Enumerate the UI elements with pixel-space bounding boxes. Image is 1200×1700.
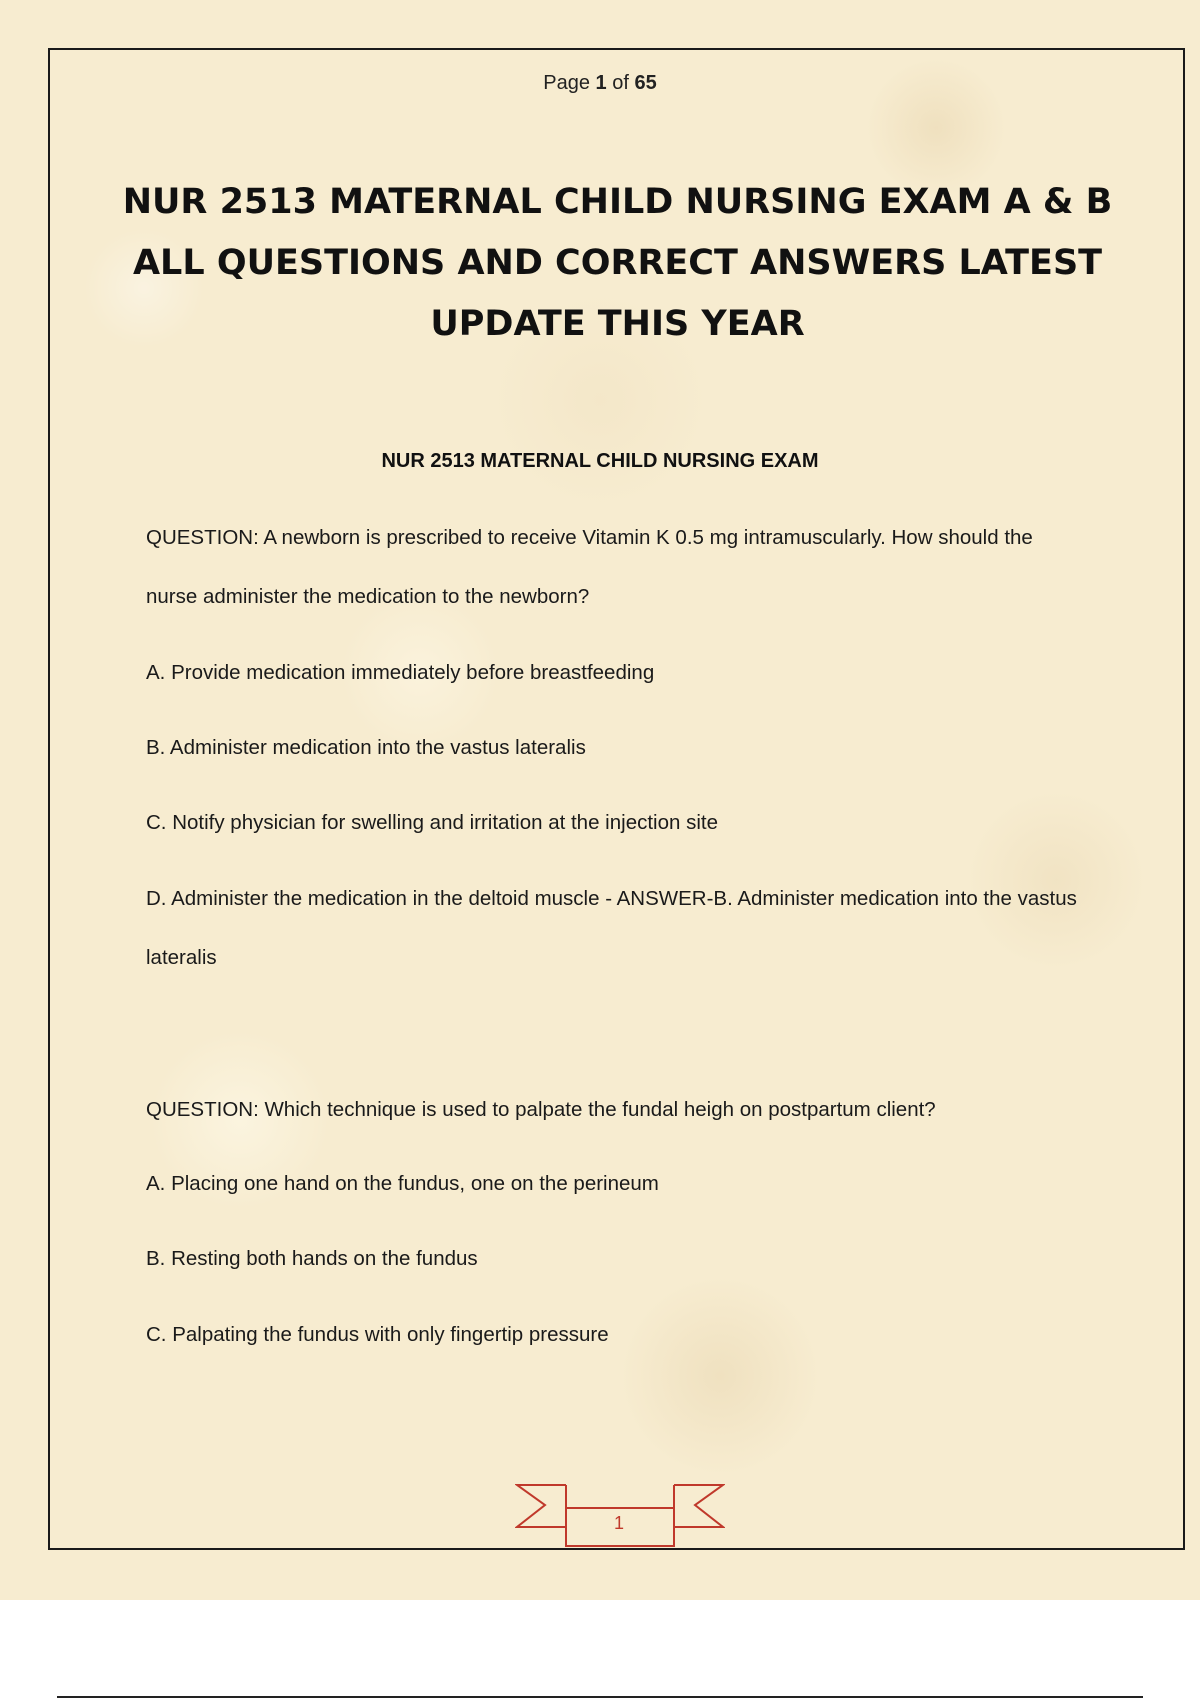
page-counter — [0, 72, 1200, 95]
question-1-text: QUESTION: A newborn is prescribed to receive Vitamin K 0.5 mg intramuscularly. How should the nurse administer the medication to the newborn? — [146, 526, 1033, 608]
section-heading: NUR 2513 MATERNAL CHILD NURSING EXAM — [381, 450, 819, 472]
question-1-option-b: B. Administer medication into the vastus lateralis — [146, 736, 586, 759]
page-counter-separator: of — [606, 72, 635, 94]
question-1-option-d-answer: D. Administer the medication in the deltoid muscle - ANSWER-B. Administer medication into the vastus lateralis — [146, 887, 1077, 969]
footer-page-number: 1 — [613, 1513, 624, 1533]
footer-divider — [57, 1696, 1143, 1698]
document-title: NUR 2513 MATERNAL CHILD NURSING EXAM A & B ALL QUESTIONS AND CORRECT ANSWERS LATEST UPDATE THIS YEAR — [122, 182, 1113, 344]
question-2-option-c: C. Palpating the fundus with only fingertip pressure — [146, 1323, 609, 1346]
question-1-option-a: A. Provide medication immediately before breastfeeding — [146, 661, 655, 684]
question-2-option-a: A. Placing one hand on the fundus, one on the perineum — [146, 1172, 659, 1195]
question-2-text: QUESTION: Which technique is used to palpate the fundal heigh on postpartum client? — [146, 1098, 936, 1121]
question-2-option-b: B. Resting both hands on the fundus — [146, 1247, 478, 1270]
question-1-option-c: C. Notify physician for swelling and irritation at the injection site — [146, 811, 718, 834]
page-counter-total: 65 — [634, 72, 657, 94]
page-counter-current: 1 — [595, 72, 607, 94]
page-counter-prefix: Page — [543, 72, 596, 94]
